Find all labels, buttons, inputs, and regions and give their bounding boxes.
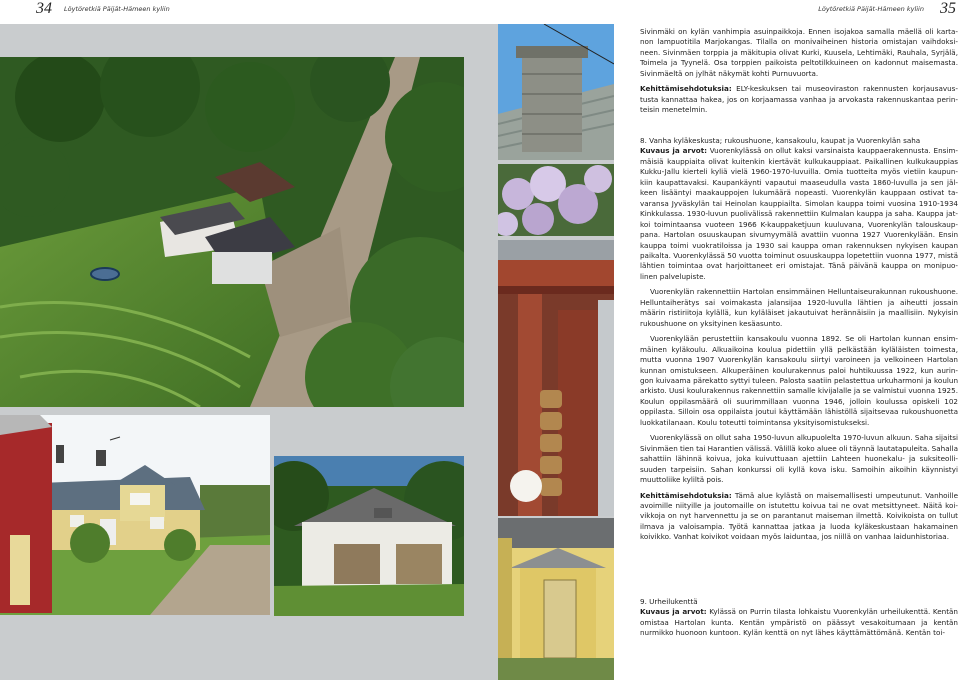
section-8 xyxy=(640,136,958,548)
log-wall-photo xyxy=(498,240,614,516)
section-8-dev-label: Kehittämisehdotuksia: xyxy=(640,490,732,500)
white-shed-photo xyxy=(274,456,464,616)
section-8-paragraph-3: Vuorenkylään perustettiin kansakoulu vuonna 1892. Se oli Hartolan kunnan ensimmäinen kyläkoulu. Alkuaikoina koulua pidettiin yllä pelkästään kyläläisten toimesta, mutta vuonna 1907 Vuorenkylän kansakoulu siirtyi varoineen ja velkoineen Hartolan kunnan omistukseen. Alkuperäinen koulurakennus paloi huhtikuussa 1922, kun auringon kuivaama pärekatto syttyi tuleen. Palosta saatiin pelastettua urkuharmoni ja koulun arkisto. Uusi koulurakennus rakennettiin samalle kivijalalle ja se valmistui vuonna 1925. Koulun oppilasmäärä oli suurimmillaan vuonna 1946, jolloin koulussa opiskeli 102 oppilasta. Silloin osa oppilaista joutui käyttämään lähistöllä sijaitsevaa rukoushuonetta luokkatilanaan. Koulu toteutti toimintansa yksityisomistukseksi. xyxy=(640,334,958,427)
section-8-paragraph-2: Vuorenkylän rakennettiin Hartolan ensimmäinen Helluntaiseurakunnan rukoushuone. Helluntaiherätys sai voimakasta jalansijaa 1920-luvulla lähtien ja aiheutti jossain määrin ristiriitoja kylällä, kun kyläläiset jakautuivat herännäisiin ja maallisiin. Nykyisin rukoushuone on yksityinen kesäasunto. xyxy=(640,287,958,328)
dev-suggestions-paragraph xyxy=(640,84,958,115)
dev-text: ELY-keskuksen tai museoviraston rakennusten korjausavustusta kannattaa hakea, jos on korjaamassa vanhaa ja arvokasta rakennuskantaa perinteisin menetelmin. xyxy=(640,84,958,115)
section-8-paragraph-4: Vuorenkylässä on ollut saha 1950-luvun alkupuolelta 1970-luvun alkuun. Saha sijaitsi Sivinmäen tien tai Harantien välissä. Välillä koko aluee oli täynnä lautatapuleita. Sahalla sahattiin lähinnä koivua, joka kuivuttuaan ajettiin Lahteen huonekalu- ja suksiteollisuuden tarpeisiin. Sahan konkurssi oli kyllä kova isku. Samoihin aikoihin käynnistyi muuttoliike kyliltä pois. xyxy=(640,433,958,485)
article-text-column xyxy=(640,27,958,121)
dev-label: Kehittämisehdotuksia: xyxy=(640,84,732,94)
section-8-heading: 8. Vanha kyläkeskusta; rukoushuone, kansakoulu, kaupat ja Vuorenkylän saha xyxy=(640,136,921,145)
yellow-porch-photo xyxy=(498,518,614,680)
section-9-heading: 9. Urheilukenttä xyxy=(640,597,698,606)
section-9 xyxy=(640,597,958,644)
section-8-paragraph-1 xyxy=(640,146,958,282)
section-8-dev-text: Tämä alue kylästä on maisemallisesti umpeutunut. Vanhoille avoimille niityille ja joutomaille on istutettu koivua tai ne ovat metsittyneet. Näitä koivikkoja on nyt harvennettu ja se on parantanut maiseman ilmettä. Koivikoista on tullut ilmava ja valoisampia. Työtä kannattaa jatkaa ja luoda kyläkeskustaan hakamainen koivikko. Vanhat koivikot voidaan myös laiduntaa, jos niillä on vanhaa laidunhistoriaa. xyxy=(640,490,958,542)
section-9-paragraph-1 xyxy=(640,607,958,638)
page-number-left: 34 xyxy=(36,0,52,17)
running-title-right: Löytöretkiä Päijät-Hämeen kyliin xyxy=(818,5,924,13)
intro-paragraph: Sivinmäki on kylän vanhimpia asuinpaikkoja. Ennen isojakoa samalla mäellä oli kartanon lampuotitila Marjokangas. Tilalla on monivaiheinen historia omistajan vaihdoksineen. Sivinmäen torppia ja mäkitupia olivat Kurki, Kuusela, Lehtimäki, Rauhala, Syrjälä, Toimela ja Tyynelä. Osa torppien paikoista peltotilkkuineen on kadonnut maisemasta. Sivinmäeltä on jylhät näkymät kohti Purnuvuorta. xyxy=(640,27,958,78)
page-number-right: 35 xyxy=(940,0,956,17)
lilac-photo xyxy=(498,164,614,236)
section-8-text-1: Vuorenkylässä on ollut kaksi varsinaista kauppaerakennusta. Ensimmäisiä kauppiaita olivat kuitenkin kiertävät kulkukauppiaat. Paikallinen kulkukauppias Kukku-Jallu kierteli kyliä vielä 1960-1970-luvuilla. Omia tuotteita myös vietiin kaupunkiin kaupattavaksi. Kaupankäynti vapautui maaseudulla vasta 1860-luvulla ja sen jälkeen lisääntyi maakauppojen lukumäärä nopeasti. Vuorenkylän kauppaan ostivat tavaransa Jyväskylän tai Heinolan kauppiailta. Simolan kauppa toimi vuosina 1910-1934 Kinkkulassa. 1930-luvun puolivälissä rakennettiin Kulmalan kauppa ja saha. Kauppa jatkoi toimintaansa vuoteen 1966 K-kauppaketjuun kuuluvana, Vuorenkylän talouskauppana. Hartolan osuuskaupan sivumyymälä avattiin vuonna 1927 Vuorenkylään. Ensin kauppa toimi vuokratiloissa ja 1930 sai kauppa oman rakennuksen nykyisen kaupan paikalta. Vuorenkylässä 50 vuotta toiminut osuuskauppa lopetettiin vuonna 1977, mistä lähtien toimintaa ovat harjoittaneet eri omistajat. Tänä päivänä kauppa on monipuolinen palvelupiste. xyxy=(640,146,958,281)
aerial-farm-photo xyxy=(0,57,464,407)
chimney-roof-photo xyxy=(498,24,614,160)
running-title-left: Löytöretkiä Päijät-Hämeen kyliin xyxy=(64,5,170,13)
section-9-label: Kuvaus ja arvot: xyxy=(640,607,707,617)
section-8-label: Kuvaus ja arvot: xyxy=(640,146,708,156)
section-8-dev-paragraph xyxy=(640,491,958,543)
yellow-house-photo xyxy=(0,415,270,615)
section-9-text-1: Kylässä on Purrin tilasta lohkaistu Vuorenkylän urheilukenttä. Kentän omistaa Hartolan kunta. Kentän ympäristö on päässyt vesakoitumaan ja kentän nurmikko huonoon kuntoon. Kylän kenttä on nyt lähes käyttämättömänä. Kentän toi- xyxy=(640,607,958,638)
